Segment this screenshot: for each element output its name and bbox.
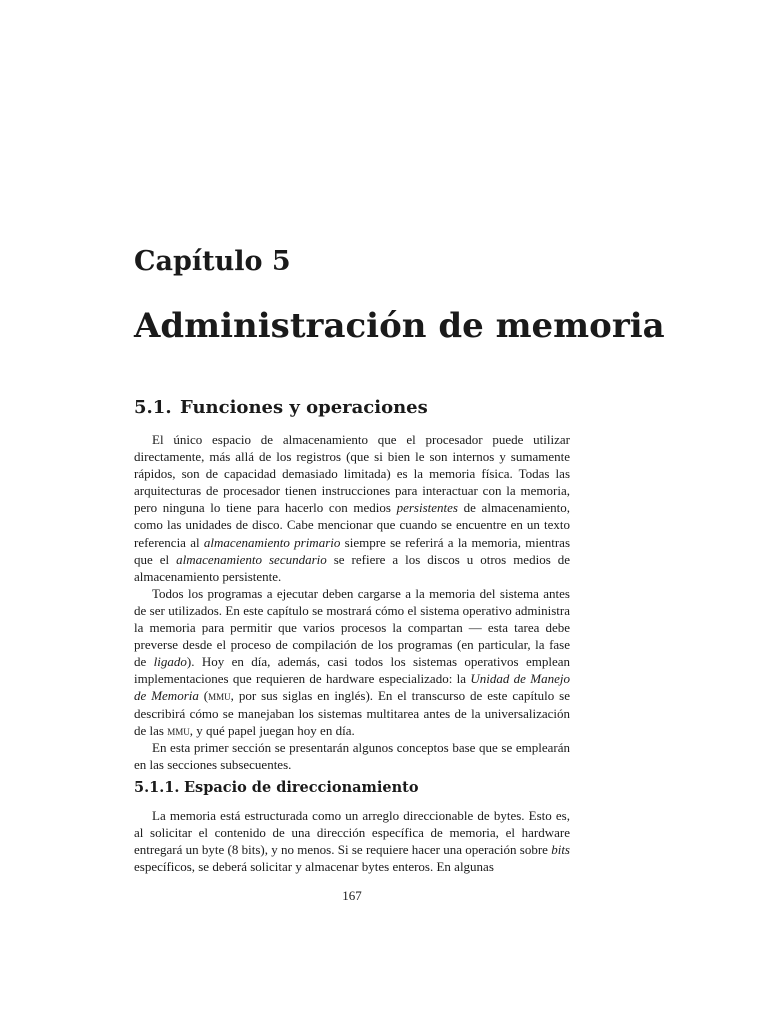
subsection-heading [134, 779, 419, 796]
emphasis: almacenamiento primario [203, 534, 341, 550]
page-number: 167 [342, 888, 362, 903]
emphasis: bits [551, 842, 570, 858]
section-number: 5.1. [134, 397, 172, 418]
paragraph: La memoria está estructurada como un arreglo direccionable de bytes. Esto es, al solicitar el contenido de una dirección específica de memoria, el hardware entregará un byte (8 bits), y no menos. Si se requiere hacer una operación sobre bits específicos, se deberá solicitar y almacenar bytes enteros. En algunas [134, 808, 570, 875]
emphasis: ligado [153, 654, 187, 670]
acronym: mmu [167, 722, 190, 738]
paragraph: Todos los programas a ejecutar deben cargarse a la memoria del sistema antes de ser utilizados. En este capítulo se mostrará cómo el sistema operativo administra la memoria para permitir que varios procesos la compartan — esta tarea debe preverse desde el proceso de compilación de los programas (en particular, la fase de ligado). Hoy en día, además, casi todos los sistemas operativos emplean implementaciones que requieren de hardware especializado: la Unidad de Manejo de Memoria (mmu, por sus siglas en inglés). En el transcurso de este capítulo se describirá cómo se manejaban los sistemas multitarea antes de la universalización de las mmu, y qué papel juegan hoy en día. [134, 585, 570, 738]
section-heading [134, 397, 428, 418]
subsection-title: Espacio de direccionamiento [184, 779, 419, 796]
section-title: Funciones y operaciones [180, 397, 428, 418]
emphasis: almacenamiento secundario [176, 551, 327, 567]
emphasis: persistentes [396, 500, 458, 516]
chapter-title: Administración de memoria [134, 306, 665, 346]
emphasis: Unidad de Manejo de Memoria [134, 671, 570, 704]
paragraph: En esta primer sección se presentarán algunos conceptos base que se emplearán en las secciones subsecuentes. [134, 739, 570, 772]
acronym: mmu [208, 688, 231, 704]
section-body [134, 431, 570, 773]
subsection-number: 5.1.1. [134, 779, 180, 796]
paragraph: El único espacio de almacenamiento que el procesador puede utilizar directamente, más allá de los registros (que si bien le son internos y sumamente rápidos, son de capacidad demasiado limitada) es la memoria física. Todas las arquitecturas de procesador tienen instrucciones para interactuar con la memoria, pero ninguna lo tiene para hacerlo con medios persistentes de almacenamiento, como las unidades de disco. Cabe mencionar que cuando se encuentre en un texto referencia al almacenamiento primario siempre se referirá a la memoria, mientras que el almacenamiento secundario se refiere a los discos u otros medios de almacenamiento persistente. [134, 432, 570, 584]
chapter-label: Capítulo 5 [134, 246, 291, 277]
subsection-body [134, 807, 570, 875]
